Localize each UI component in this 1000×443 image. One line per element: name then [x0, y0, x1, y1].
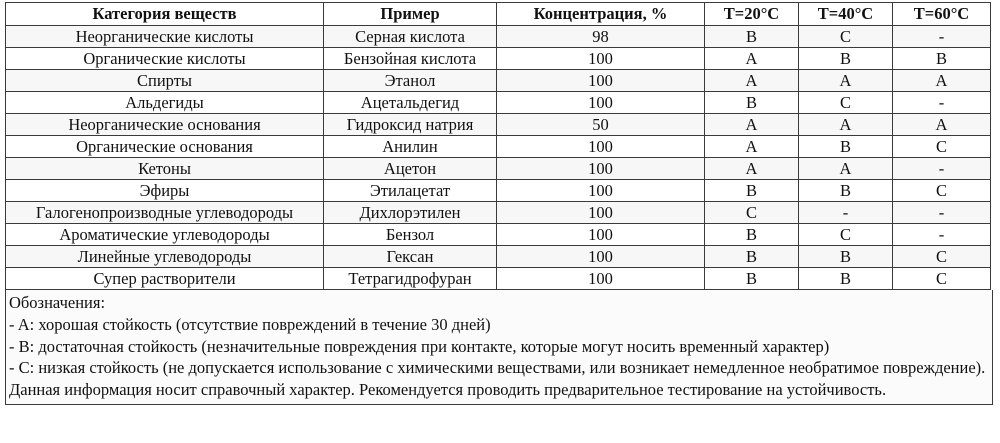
table-row [6, 26, 991, 48]
cell-t40: A [799, 70, 893, 92]
cell-t60: A [893, 114, 991, 136]
cell-category: Ароматические углеводороды [6, 224, 324, 246]
cell-t40: C [799, 224, 893, 246]
cell-t60: C [893, 268, 991, 290]
header-t60: T=60°C [893, 3, 991, 26]
cell-t20: B [705, 246, 799, 268]
cell-category: Линейные углеводороды [6, 246, 324, 268]
cell-t60: A [893, 70, 991, 92]
table-row [6, 114, 991, 136]
cell-category: Органические кислоты [6, 48, 324, 70]
cell-t40: - [799, 202, 893, 224]
legend-box [5, 290, 993, 405]
cell-concentration: 100 [497, 70, 705, 92]
cell-concentration: 98 [497, 26, 705, 48]
cell-t60: - [893, 202, 991, 224]
cell-example: Серная кислота [324, 26, 497, 48]
legend-note: Данная информация носит справочный характер. Рекомендуется проводить предварительное тестирование на устойчивость. [9, 380, 887, 400]
cell-t60: C [893, 136, 991, 158]
cell-example: Дихлорэтилен [324, 202, 497, 224]
legend-item-b: - B: достаточная стойкость (незначительные повреждения при контакте, которые могут носить временный характер) [9, 336, 830, 356]
cell-concentration: 50 [497, 114, 705, 136]
table-row [6, 268, 991, 290]
table-row [6, 70, 991, 92]
cell-t60: C [893, 246, 991, 268]
table-row [6, 180, 991, 202]
chemical-resistance-document [5, 2, 990, 405]
cell-category: Галогенопроизводные углеводороды [6, 202, 324, 224]
cell-t40: B [799, 48, 893, 70]
cell-t20: A [705, 136, 799, 158]
cell-t40: A [799, 114, 893, 136]
cell-concentration: 100 [497, 48, 705, 70]
cell-category: Альдегиды [6, 92, 324, 114]
cell-t20: B [705, 92, 799, 114]
table-row [6, 48, 991, 70]
header-concentration: Концентрация, % [497, 3, 705, 26]
cell-category: Супер растворители [6, 268, 324, 290]
cell-concentration: 100 [497, 136, 705, 158]
cell-example: Тетрагидрофуран [324, 268, 497, 290]
cell-t20: B [705, 180, 799, 202]
header-t40: T=40°C [799, 3, 893, 26]
cell-t20: A [705, 48, 799, 70]
table-body [6, 26, 991, 290]
cell-example: Этанол [324, 70, 497, 92]
chemical-resistance-table [5, 2, 991, 290]
cell-concentration: 100 [497, 158, 705, 180]
cell-t60: C [893, 180, 991, 202]
cell-t60: - [893, 158, 991, 180]
cell-category: Неорганические основания [6, 114, 324, 136]
header-t20: T=20°C [705, 3, 799, 26]
cell-t20: B [705, 268, 799, 290]
table-row [6, 136, 991, 158]
legend-title: Обозначения: [9, 293, 106, 312]
cell-example: Гексан [324, 246, 497, 268]
cell-category: Кетоны [6, 158, 324, 180]
cell-t40: C [799, 26, 893, 48]
table-row [6, 158, 991, 180]
cell-category: Эфиры [6, 180, 324, 202]
cell-t60: - [893, 26, 991, 48]
cell-t40: A [799, 158, 893, 180]
cell-example: Гидроксид натрия [324, 114, 497, 136]
cell-example: Ацетон [324, 158, 497, 180]
cell-t20: C [705, 202, 799, 224]
legend-item-c: - C: низкая стойкость (не допускается использование с химическими веществами, или возникает немедленное необратимое повреждение). [9, 358, 986, 378]
cell-concentration: 100 [497, 224, 705, 246]
cell-t20: A [705, 70, 799, 92]
cell-t60: - [893, 224, 991, 246]
cell-t40: C [799, 92, 893, 114]
cell-concentration: 100 [497, 246, 705, 268]
cell-concentration: 100 [497, 92, 705, 114]
cell-category: Неорганические кислоты [6, 26, 324, 48]
cell-t20: A [705, 158, 799, 180]
cell-t40: B [799, 268, 893, 290]
cell-concentration: 100 [497, 180, 705, 202]
cell-example: Бензойная кислота [324, 48, 497, 70]
table-row [6, 224, 991, 246]
cell-example: Бензол [324, 224, 497, 246]
cell-t60: - [893, 92, 991, 114]
table-row [6, 202, 991, 224]
cell-t20: B [705, 26, 799, 48]
cell-t40: B [799, 180, 893, 202]
legend-item-a: - A: хорошая стойкость (отсутствие повреждений в течение 30 дней) [9, 314, 491, 334]
cell-category: Спирты [6, 70, 324, 92]
cell-category: Органические основания [6, 136, 324, 158]
cell-t20: A [705, 114, 799, 136]
cell-concentration: 100 [497, 268, 705, 290]
header-category: Категория веществ [6, 3, 324, 26]
cell-example: Этилацетат [324, 180, 497, 202]
cell-concentration: 100 [497, 202, 705, 224]
header-example: Пример [324, 3, 497, 26]
cell-t40: B [799, 246, 893, 268]
cell-example: Ацетальдегид [324, 92, 497, 114]
table-header-row [6, 3, 991, 26]
table-row [6, 92, 991, 114]
cell-example: Анилин [324, 136, 497, 158]
table-row [6, 246, 991, 268]
cell-t40: B [799, 136, 893, 158]
cell-t60: B [893, 48, 991, 70]
cell-t20: B [705, 224, 799, 246]
